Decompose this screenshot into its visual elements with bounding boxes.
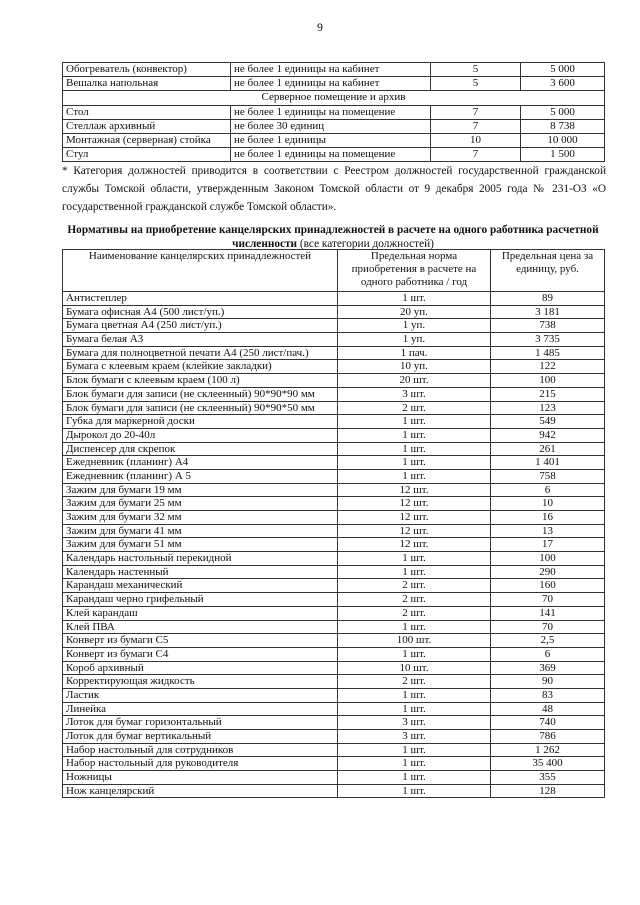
cell-price: 141	[491, 606, 605, 620]
cell-term: 5	[431, 63, 521, 77]
cell-norm: 1 шт.	[338, 442, 491, 456]
cell-norm: не более 1 единицы	[231, 133, 431, 147]
cell-name: Бумага офисная А4 (500 лист/уп.)	[63, 305, 338, 319]
cell-norm: 12 шт.	[338, 538, 491, 552]
table-row	[63, 716, 605, 730]
cell-price: 128	[491, 784, 605, 798]
cell-name: Бумага белая А3	[63, 333, 338, 347]
cell-norm: 2 шт.	[338, 675, 491, 689]
cell-price: 1 500	[521, 148, 605, 162]
furniture-norms-table	[62, 62, 605, 162]
cell-price: 5 000	[521, 63, 605, 77]
cell-price: 3 600	[521, 77, 605, 91]
cell-price: 89	[491, 292, 605, 306]
cell-norm: 2 шт.	[338, 579, 491, 593]
cell-norm: 2 шт.	[338, 606, 491, 620]
cell-name: Календарь настенный	[63, 565, 338, 579]
table-row	[63, 305, 605, 319]
table-row	[63, 565, 605, 579]
table-row	[63, 634, 605, 648]
cell-norm: 3 шт.	[338, 716, 491, 730]
table-row	[63, 456, 605, 470]
cell-price: 17	[491, 538, 605, 552]
table-row	[63, 702, 605, 716]
table-row	[63, 442, 605, 456]
header-name: Наименование канцелярских принадлежностей	[63, 250, 338, 292]
cell-norm: 1 шт.	[338, 469, 491, 483]
cell-norm: 3 шт.	[338, 387, 491, 401]
cell-price: 5 000	[521, 105, 605, 119]
table-row	[63, 105, 605, 119]
table-row	[63, 524, 605, 538]
cell-norm: 1 шт.	[338, 743, 491, 757]
cell-name: Блок бумаги для записи (не склеенный) 90*90*50 мм	[63, 401, 338, 415]
cell-price: 740	[491, 716, 605, 730]
cell-name: Ежедневник (планинг) А4	[63, 456, 338, 470]
cell-price: 100	[491, 552, 605, 566]
table-row	[63, 661, 605, 675]
cell-price: 3 181	[491, 305, 605, 319]
cell-price: 70	[491, 593, 605, 607]
cell-price: 1 401	[491, 456, 605, 470]
page-number: 9	[317, 20, 323, 34]
cell-name: Корректирующая жидкость	[63, 675, 338, 689]
cell-name: Зажим для бумаги 32 мм	[63, 511, 338, 525]
cell-norm: 1 шт.	[338, 456, 491, 470]
table-row	[63, 119, 605, 133]
cell-name: Диспенсер для скрепок	[63, 442, 338, 456]
cell-name: Стол	[63, 105, 231, 119]
cell-term: 7	[431, 148, 521, 162]
table-row	[63, 757, 605, 771]
cell-name: Карандаш черно грифельный	[63, 593, 338, 607]
cell-name: Губка для маркерной доски	[63, 415, 338, 429]
cell-price: 123	[491, 401, 605, 415]
cell-name: Стул	[63, 148, 231, 162]
cell-norm: не более 1 единицы на помещение	[231, 105, 431, 119]
cell-name: Набор настольный для сотрудников	[63, 743, 338, 757]
table-row	[63, 647, 605, 661]
cell-norm: 1 шт.	[338, 771, 491, 785]
cell-price: 215	[491, 387, 605, 401]
cell-price: 13	[491, 524, 605, 538]
cell-name: Нож канцелярский	[63, 784, 338, 798]
cell-price: 122	[491, 360, 605, 374]
cell-name: Дырокол до 20-40л	[63, 428, 338, 442]
cell-name: Блок бумаги с клеевым краем (100 л)	[63, 374, 338, 388]
cell-norm: 1 пач.	[338, 346, 491, 360]
table-row	[63, 784, 605, 798]
cell-norm: 1 шт.	[338, 428, 491, 442]
cell-norm: 1 шт.	[338, 702, 491, 716]
cell-price: 1 262	[491, 743, 605, 757]
cell-norm: 2 шт.	[338, 593, 491, 607]
table-row	[63, 360, 605, 374]
cell-name: Карандаш механический	[63, 579, 338, 593]
section-title	[62, 223, 604, 251]
section-row	[63, 91, 605, 105]
cell-norm: 12 шт.	[338, 497, 491, 511]
cell-name: Зажим для бумаги 41 мм	[63, 524, 338, 538]
cell-norm: 1 шт.	[338, 415, 491, 429]
cell-price: 3 735	[491, 333, 605, 347]
cell-norm: 1 уп.	[338, 319, 491, 333]
cell-name: Обогреватель (конвектор)	[63, 63, 231, 77]
cell-price: 355	[491, 771, 605, 785]
cell-norm: 20 шт.	[338, 374, 491, 388]
table-row	[63, 319, 605, 333]
table-row	[63, 771, 605, 785]
cell-price: 90	[491, 675, 605, 689]
cell-price: 369	[491, 661, 605, 675]
cell-norm: 1 шт.	[338, 757, 491, 771]
cell-norm: 1 шт.	[338, 292, 491, 306]
cell-price: 6	[491, 483, 605, 497]
footnote: * Категория должностей приводится в соответствии с Реестром должностей государственной гражданской службы Томской области, утвержденным Законом Томской области от 9 декабря 2005 года № 231-ОЗ «О государственной гражданской службе Томской области».	[62, 165, 606, 213]
table-row	[63, 63, 605, 77]
cell-term: 7	[431, 105, 521, 119]
cell-price: 6	[491, 647, 605, 661]
cell-name: Календарь настольный перекидной	[63, 552, 338, 566]
cell-price: 70	[491, 620, 605, 634]
cell-price: 8 738	[521, 119, 605, 133]
cell-price: 290	[491, 565, 605, 579]
cell-name: Стеллаж архивный	[63, 119, 231, 133]
cell-price: 942	[491, 428, 605, 442]
section-title-note: (все категории должностей)	[297, 238, 434, 250]
cell-name: Блок бумаги для записи (не склеенный) 90*90*90 мм	[63, 387, 338, 401]
cell-norm: 1 уп.	[338, 333, 491, 347]
cell-price: 549	[491, 415, 605, 429]
cell-name: Линейка	[63, 702, 338, 716]
table-row	[63, 415, 605, 429]
cell-name: Лоток для бумаг горизонтальный	[63, 716, 338, 730]
cell-norm: 1 шт.	[338, 784, 491, 798]
section-title-bold: Нормативы на приобретение канцелярских принадлежностей в расчете на одного работника расчетной численности	[67, 224, 599, 250]
cell-name: Монтажная (серверная) стойка	[63, 133, 231, 147]
cell-norm: не более 1 единицы на кабинет	[231, 77, 431, 91]
table-row	[63, 401, 605, 415]
cell-name: Лоток для бумаг вертикальный	[63, 730, 338, 744]
cell-norm: не более 1 единицы на кабинет	[231, 63, 431, 77]
table-row	[63, 511, 605, 525]
cell-name: Зажим для бумаги 51 мм	[63, 538, 338, 552]
cell-price: 261	[491, 442, 605, 456]
table-row	[63, 497, 605, 511]
cell-name: Ежедневник (планинг) А 5	[63, 469, 338, 483]
table-row	[63, 593, 605, 607]
cell-norm: 12 шт.	[338, 483, 491, 497]
header-price: Предельная цена за единицу, руб.	[491, 250, 605, 292]
cell-term: 5	[431, 77, 521, 91]
cell-norm: 12 шт.	[338, 524, 491, 538]
cell-name: Антистеплер	[63, 292, 338, 306]
stationery-norms-table	[62, 249, 605, 798]
table-row	[63, 552, 605, 566]
cell-norm: 10 шт.	[338, 661, 491, 675]
cell-norm: 2 шт.	[338, 401, 491, 415]
cell-name: Клей ПВА	[63, 620, 338, 634]
cell-price: 10 000	[521, 133, 605, 147]
cell-norm: 20 уп.	[338, 305, 491, 319]
cell-name: Ножницы	[63, 771, 338, 785]
table-row	[63, 743, 605, 757]
table-row	[63, 469, 605, 483]
section-label: Серверное помещение и архив	[63, 91, 605, 105]
table-row	[63, 606, 605, 620]
table-row	[63, 346, 605, 360]
table-row	[63, 620, 605, 634]
cell-name: Бумага для полноцветной печати А4 (250 лист/пач.)	[63, 346, 338, 360]
cell-name: Короб архивный	[63, 661, 338, 675]
cell-norm: 100 шт.	[338, 634, 491, 648]
table-row	[63, 77, 605, 91]
cell-price: 83	[491, 688, 605, 702]
cell-name: Набор настольный для руководителя	[63, 757, 338, 771]
cell-name: Бумага цветная А4 (250 лист/уп.)	[63, 319, 338, 333]
cell-name: Ластик	[63, 688, 338, 702]
cell-norm: 1 шт.	[338, 688, 491, 702]
cell-name: Вешалка напольная	[63, 77, 231, 91]
cell-norm: 1 шт.	[338, 620, 491, 634]
table-row	[63, 538, 605, 552]
cell-name: Клей карандаш	[63, 606, 338, 620]
cell-price: 1 485	[491, 346, 605, 360]
table-row	[63, 675, 605, 689]
cell-price: 10	[491, 497, 605, 511]
cell-term: 10	[431, 133, 521, 147]
cell-norm: 12 шт.	[338, 511, 491, 525]
cell-norm: 1 шт.	[338, 565, 491, 579]
table-row	[63, 730, 605, 744]
cell-name: Зажим для бумаги 25 мм	[63, 497, 338, 511]
cell-norm: не более 1 единицы на помещение	[231, 148, 431, 162]
cell-price: 160	[491, 579, 605, 593]
table-row	[63, 333, 605, 347]
cell-price: 786	[491, 730, 605, 744]
cell-price: 758	[491, 469, 605, 483]
table-row	[63, 483, 605, 497]
header-norm: Предельная норма приобретения в расчете на одного работника / год	[338, 250, 491, 292]
cell-name: Конверт из бумаги С5	[63, 634, 338, 648]
cell-price: 2,5	[491, 634, 605, 648]
table-row	[63, 688, 605, 702]
cell-norm: не более 30 единиц	[231, 119, 431, 133]
cell-price: 48	[491, 702, 605, 716]
table-row	[63, 428, 605, 442]
cell-norm: 1 шт.	[338, 647, 491, 661]
cell-price: 100	[491, 374, 605, 388]
table-row	[63, 387, 605, 401]
cell-norm: 1 шт.	[338, 552, 491, 566]
table-row	[63, 148, 605, 162]
cell-price: 738	[491, 319, 605, 333]
table-row	[63, 292, 605, 306]
cell-name: Зажим для бумаги 19 мм	[63, 483, 338, 497]
cell-price: 16	[491, 511, 605, 525]
cell-norm: 10 уп.	[338, 360, 491, 374]
cell-name: Бумага с клеевым краем (клейкие закладки)	[63, 360, 338, 374]
cell-norm: 3 шт.	[338, 730, 491, 744]
table-header-row	[63, 250, 605, 292]
cell-price: 35 400	[491, 757, 605, 771]
table-row	[63, 579, 605, 593]
table-row	[63, 133, 605, 147]
cell-name: Конверт из бумаги С4	[63, 647, 338, 661]
table-row	[63, 374, 605, 388]
cell-term: 7	[431, 119, 521, 133]
